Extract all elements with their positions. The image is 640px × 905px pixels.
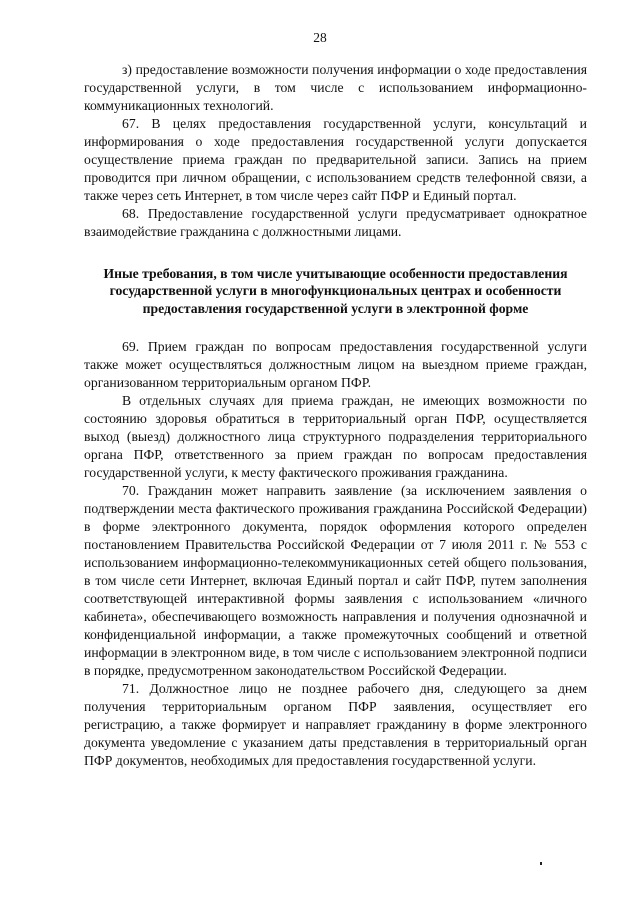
paragraph-68: 68. Предоставление государственной услуги предусматривает однократное взаимодействие гражданина с должностными лицами. — [84, 206, 587, 239]
paragraph-z: з) предоставление возможности получения информации о ходе предоставления государственной услуги, в том числе с использованием информационно-коммуникационных технологий. — [84, 62, 587, 113]
section-heading: Иные требования, в том числе учитывающие особенности предоставления государственной услуги в многофункциональных центрах и особенности предоставления государственной услуги в электронной форме — [103, 266, 568, 316]
page-number: 28 — [313, 30, 327, 45]
paragraph-69: 69. Прием граждан по вопросам предоставления государственной услуги также может осуществляться должностным лицом на выездном приеме граждан, организованном территориальным органом ПФР. — [84, 339, 587, 391]
scan-speck — [540, 862, 542, 865]
document-body — [84, 61, 587, 770]
paragraph-70: 70. Гражданин может направить заявление (за исключением заявления о подтверждении места фактического проживания гражданина Российской Федерации) в форме электронного документа, порядок оформления которого определен постановлением Правительства Российской Федерации от 7 июля 2011 г. № 553 с использованием информационно-телекоммуникационных сетей общего пользования, в том числе сети Интернет, включая Единый портал и сайт ПФР, путем заполнения соответствующей интерактивной формы заявления с использованием «личного кабинета», обеспечивающего возможность направления и получения однозначной и конфиденциальной информации, а также промежуточных сообщений и ответной информации в электронном виде, в том числе с использованием электронной подписи в порядке, предусмотренном законодательством Российской Федерации. — [84, 483, 587, 679]
paragraph-71: 71. Должностное лицо не позднее рабочего дня, следующего за днем получения территориальным органом ПФР заявления, осуществляет его регистрацию, а также формирует и направляет гражданину в форме электронного документа уведомление с указанием даты представления в территориальный орган ПФР документов, необходимых для предоставления государственной услуги. — [84, 681, 587, 769]
paragraph-67: 67. В целях предоставления государственной услуги, консультаций и информирования о ходе предоставления государственной услуги допускается осуществление приема граждан по предварительной записи. Запись на прием проводится при личном обращении, с использованием средств телефонной связи, а также через сеть Интернет, в том числе через сайт ПФР и Единый портал. — [84, 116, 587, 203]
paragraph-69-continued: В отдельных случаях для приема граждан, не имеющих возможности по состоянию здоровья обратиться в территориальный орган ПФР, осуществляется выход (выезд) должностного лица структурного подразделения территориального органа ПФР, ответственного за прием граждан по вопросам предоставления государственной услуги, к месту фактического проживания гражданина. — [84, 393, 587, 481]
